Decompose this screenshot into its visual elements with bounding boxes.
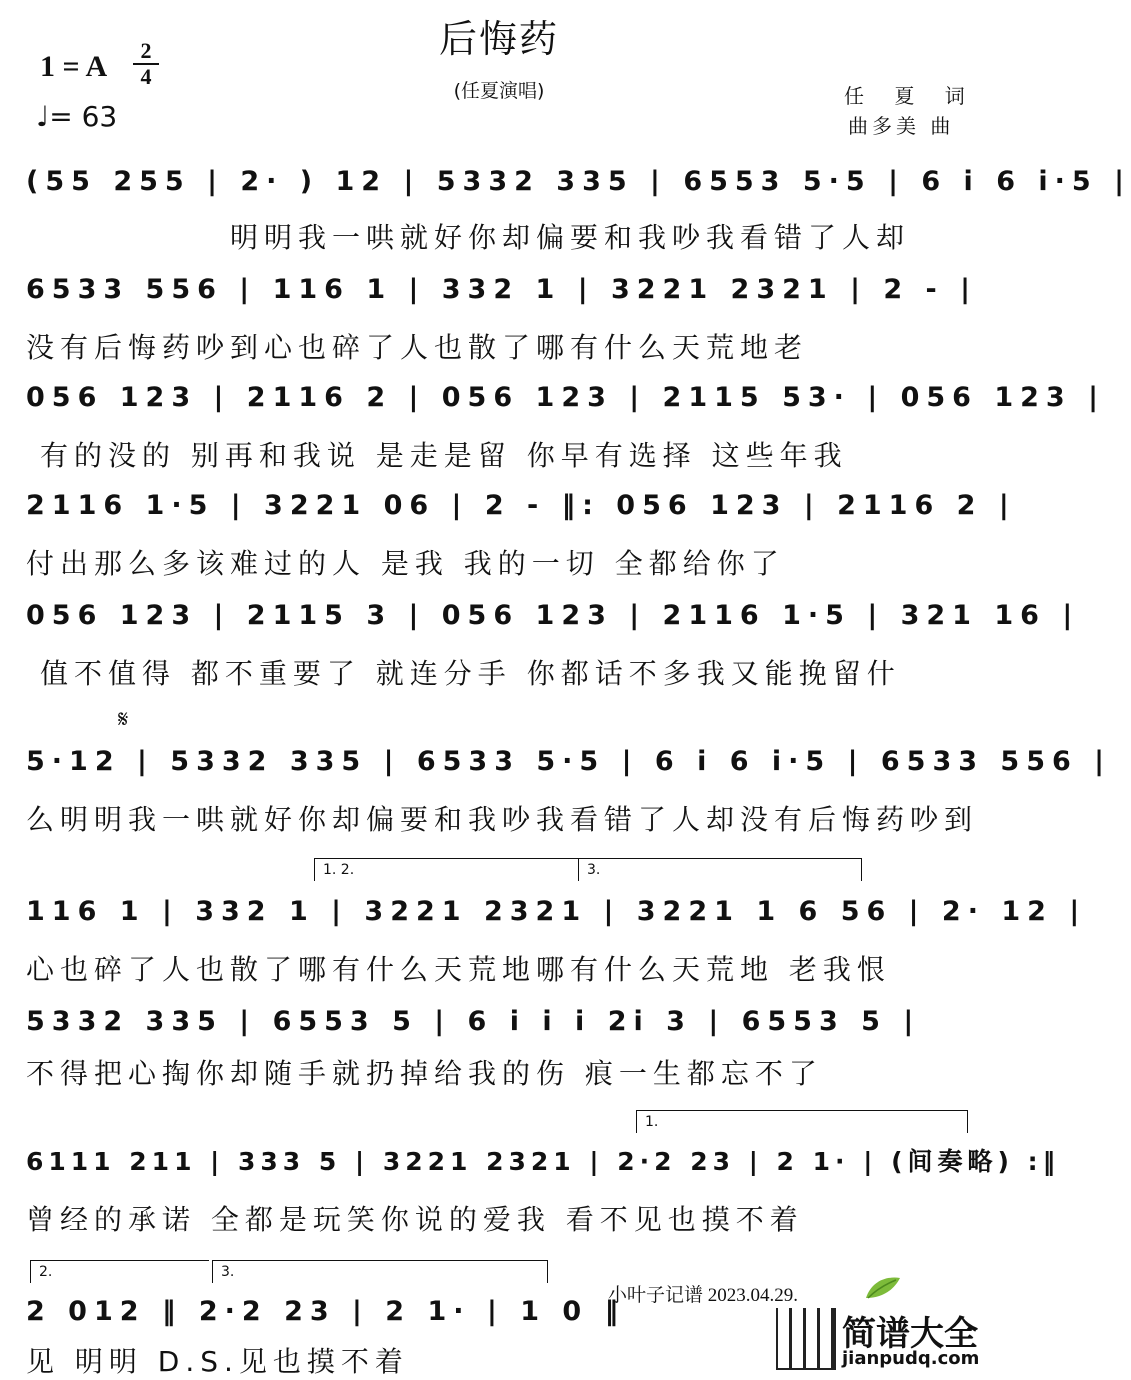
- notation-line: 5·12 | 5332 335 | 6533 5·5 | 6 i 6 i·5 | 6533 556 |: [26, 746, 1112, 777]
- lyric-line-4: 付出那么多该难过的人 是我 我的一切 全都给你了: [26, 547, 785, 580]
- singer-credit: (任夏演唱): [453, 80, 545, 102]
- logo-name: 简谱大全: [842, 1314, 978, 1354]
- time-signature-top: 2: [140, 38, 152, 63]
- composer-credit: 曲多美 曲: [848, 114, 955, 138]
- notation-line: 2116 1·5 | 3221 06 | 2 - ‖: 056 123 | 2116 2 |: [26, 490, 1016, 521]
- segno-sign: 𝄋: [118, 705, 129, 733]
- quarter-note-icon: ♩: [36, 100, 50, 133]
- notation-line: 5332 335 | 6553 5 | 6 i i i 2i 3 | 6553 5 |: [26, 1006, 921, 1037]
- piano-keys-icon: [776, 1308, 836, 1370]
- lyric-line-9: 曾经的承诺 全都是玩笑你说的爱我 看不见也摸不着: [26, 1203, 804, 1236]
- notation-line: 116 1 | 332 1 | 3221 2321 | 3221 1 6 56 | 2· 12 |: [26, 896, 1087, 927]
- site-logo: [776, 1294, 998, 1373]
- volta-bracket-2: 2.: [30, 1260, 209, 1283]
- notation-line: (55 255 | 2· ) 12 | 5332 335 | 6553 5·5 | 6 i 6 i·5 |: [26, 166, 1131, 197]
- notation-line: 6111 211 | 333 5 | 3221 2321 | 2·2 23 | 2 1· | (间奏略) :‖: [26, 1147, 1061, 1176]
- logo-url: jianpudq.com: [842, 1348, 980, 1369]
- score-row-4: [26, 484, 1016, 528]
- score-row-3: [26, 376, 1105, 420]
- score-row-10: [26, 1290, 626, 1334]
- score-row-8: [26, 1000, 972, 1044]
- lyric-line-8: 不得把心掏你却随手就扔掉给我的伤 痕一生都忘不了: [26, 1057, 823, 1090]
- lyric-line-10: 见 明明 D.S.见也摸不着: [26, 1345, 409, 1378]
- time-signature: [133, 40, 159, 88]
- lyricist-credit: 任 夏 词: [844, 84, 977, 108]
- volta-bracket-3b: 3.: [212, 1260, 548, 1283]
- score-row-9: [26, 1140, 1061, 1184]
- time-signature-bottom: 4: [140, 64, 152, 89]
- score-row-1: [26, 160, 1131, 204]
- lyric-line-6: 么明明我一哄就好你却偏要和我吵我看错了人却没有后悔药吵到: [26, 803, 979, 836]
- score-row-5: [26, 594, 1080, 638]
- volta-bracket-3: 3.: [578, 858, 862, 881]
- key-signature: 1 = A: [40, 50, 108, 83]
- transcriber-signature: 小叶子记谱 2023.04.29.: [608, 1285, 799, 1306]
- score-row-6: [26, 740, 1112, 784]
- volta-bracket-1-2: 1. 2.: [314, 858, 581, 881]
- song-title: 后悔药: [438, 17, 559, 61]
- volta-bracket-1: 1.: [636, 1110, 968, 1133]
- tempo-marking: [36, 100, 117, 133]
- notation-line: 6533 556 | 116 1 | 332 1 | 3221 2321 | 2 - |: [26, 274, 977, 305]
- notation-line: 056 123 | 2115 3 | 056 123 | 2116 1·5 | 321 16 |: [26, 600, 1080, 631]
- notation-line: 056 123 | 2116 2 | 056 123 | 2115 53· | 056 123 |: [26, 382, 1105, 413]
- score-row-7: [26, 890, 1087, 934]
- lyric-line-3: 有的没的 别再和我说 是走是留 你早有选择 这些年我: [40, 439, 848, 472]
- lyric-line-5: 值不值得 都不重要了 就连分手 你都话不多我又能挽留什: [40, 657, 901, 690]
- leaf-icon: [862, 1274, 902, 1302]
- notation-line: 2 012 ‖ 2·2 23 | 2 1· | 1 0 ‖: [26, 1296, 626, 1327]
- lyric-line-1: 明明我一哄就好你却偏要和我吵我看错了人却: [230, 221, 911, 254]
- score-row-2: [26, 268, 977, 312]
- lyric-line-7: 心也碎了人也散了哪有什么天荒地哪有什么天荒地 老我恨: [26, 953, 891, 986]
- lyric-line-2: 没有后悔药吵到心也碎了人也散了哪有什么天荒地老: [26, 331, 809, 364]
- tempo-value: = 63: [49, 100, 118, 133]
